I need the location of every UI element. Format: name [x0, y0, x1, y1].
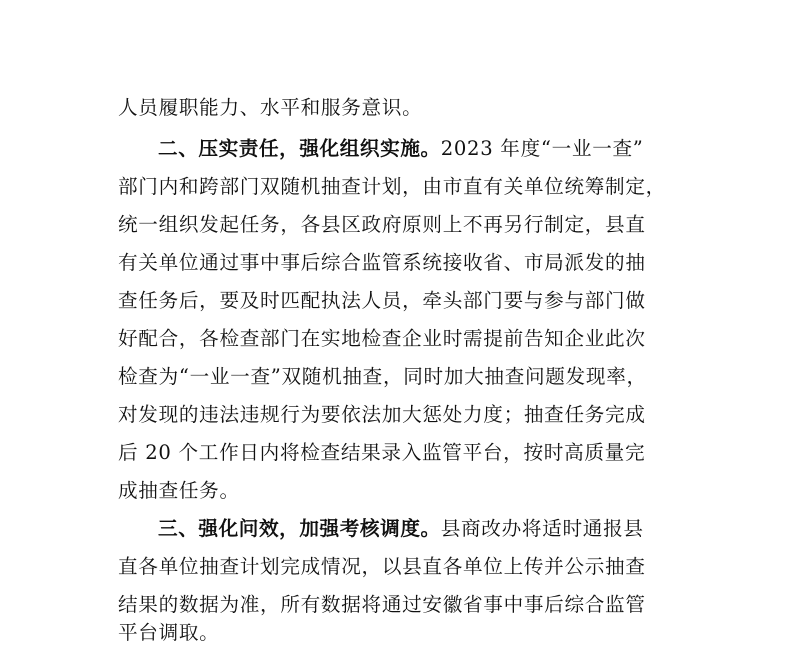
- section-2-lead-text: 2023 年度“一业一查”: [440, 137, 644, 160]
- text-line: 统一组织发起任务，各县区政府原则上不再另行制定，县直: [118, 213, 646, 236]
- text-line: 成抽查任务。: [118, 479, 240, 502]
- text-line: 直各单位抽查计划完成情况，以县直各单位上传并公示抽查: [118, 555, 646, 578]
- text-line: 对发现的违法违规行为要依法加大惩处力度；抽查任务完成: [118, 403, 646, 426]
- text-line: 平台调取。: [118, 621, 220, 644]
- section-3-lead-text: 县商改办将适时通报县: [440, 517, 644, 540]
- section-2-heading: 二、压实责任，强化组织实施。: [158, 137, 441, 160]
- text-line: 好配合，各检查部门在实地检查企业时需提前告知企业此次: [118, 327, 646, 350]
- section-3-first-line: [158, 513, 678, 545]
- text-line: 查任务后，要及时匹配执法人员，牵头部门要与参与部门做: [118, 289, 646, 312]
- text-line: 检查为“一业一查”双随机抽查，同时加大抽查问题发现率，: [118, 365, 647, 388]
- text-line: 结果的数据为准，所有数据将通过安徽省事中事后综合监管: [118, 593, 646, 616]
- text-line: 部门内和跨部门双随机抽查计划，由市直有关单位统筹制定，: [118, 175, 666, 198]
- text-line: 有关单位通过事中事后综合监管系统接收省、市局派发的抽: [118, 251, 646, 274]
- section-2-first-line: [158, 133, 678, 165]
- text-line: 人员履职能力、水平和服务意识。: [118, 96, 423, 119]
- text-line: 后 20 个工作日内将检查结果录入监管平台，按时高质量完: [118, 441, 646, 464]
- section-3-heading: 三、强化问效，加强考核调度。: [158, 517, 441, 540]
